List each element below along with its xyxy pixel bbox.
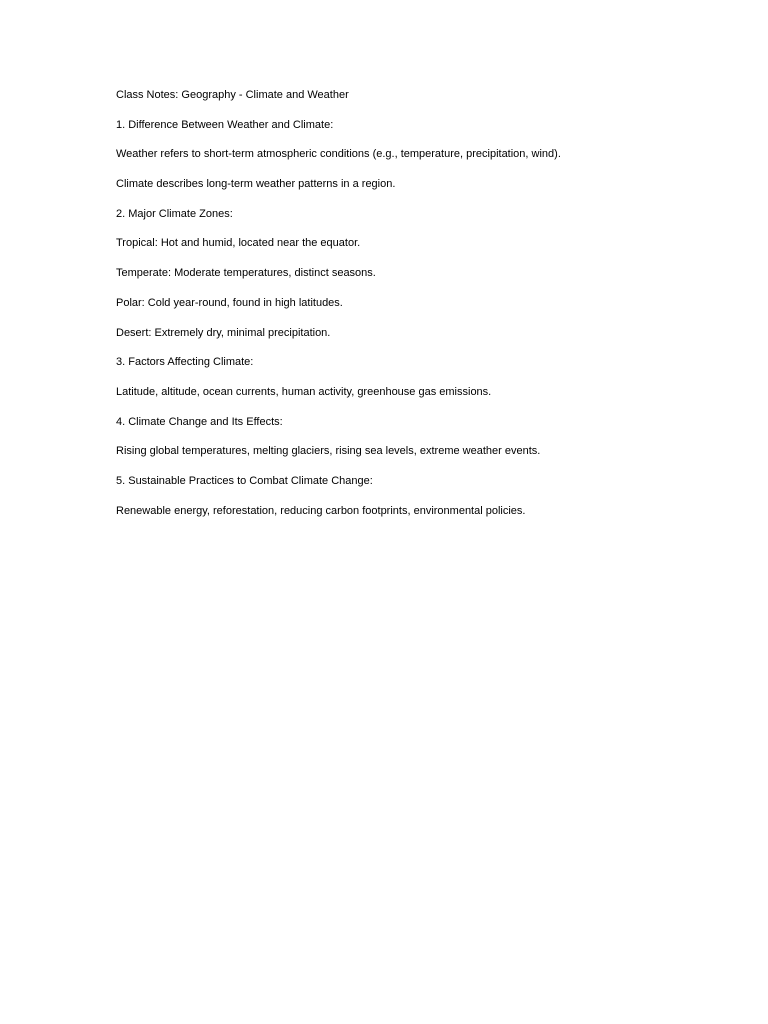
section-heading-sustainable-practices: 5. Sustainable Practices to Combat Climate Change: (116, 474, 373, 487)
paragraph-sustainable-practices: Renewable energy, reforestation, reducing carbon footprints, environmental policies. (116, 504, 526, 517)
section-heading-climate-change: 4. Climate Change and Its Effects: (116, 415, 283, 428)
document-title: Class Notes: Geography - Climate and Weather (116, 89, 349, 101)
paragraph-polar: Polar: Cold year-round, found in high latitudes. (116, 296, 343, 309)
paragraph-tropical: Tropical: Hot and humid, located near the equator. (116, 237, 361, 250)
section-heading-climate-zones: 2. Major Climate Zones: (116, 207, 233, 220)
paragraph-climate-definition: Climate describes long-term weather patterns in a region. (116, 178, 396, 191)
document-body (116, 88, 716, 533)
paragraph-climate-change-effects: Rising global temperatures, melting glaciers, rising sea levels, extreme weather events. (116, 445, 541, 458)
paragraph-factors: Latitude, altitude, ocean currents, human activity, greenhouse gas emissions. (116, 385, 492, 398)
paragraph-weather-definition: Weather refers to short-term atmospheric conditions (e.g., temperature, precipitation, wind). (116, 148, 561, 161)
section-heading-factors: 3. Factors Affecting Climate: (116, 356, 254, 369)
section-heading-difference: 1. Difference Between Weather and Climate: (116, 118, 334, 131)
paragraph-desert: Desert: Extremely dry, minimal precipitation. (116, 326, 331, 339)
paragraph-temperate: Temperate: Moderate temperatures, distinct seasons. (116, 267, 376, 280)
